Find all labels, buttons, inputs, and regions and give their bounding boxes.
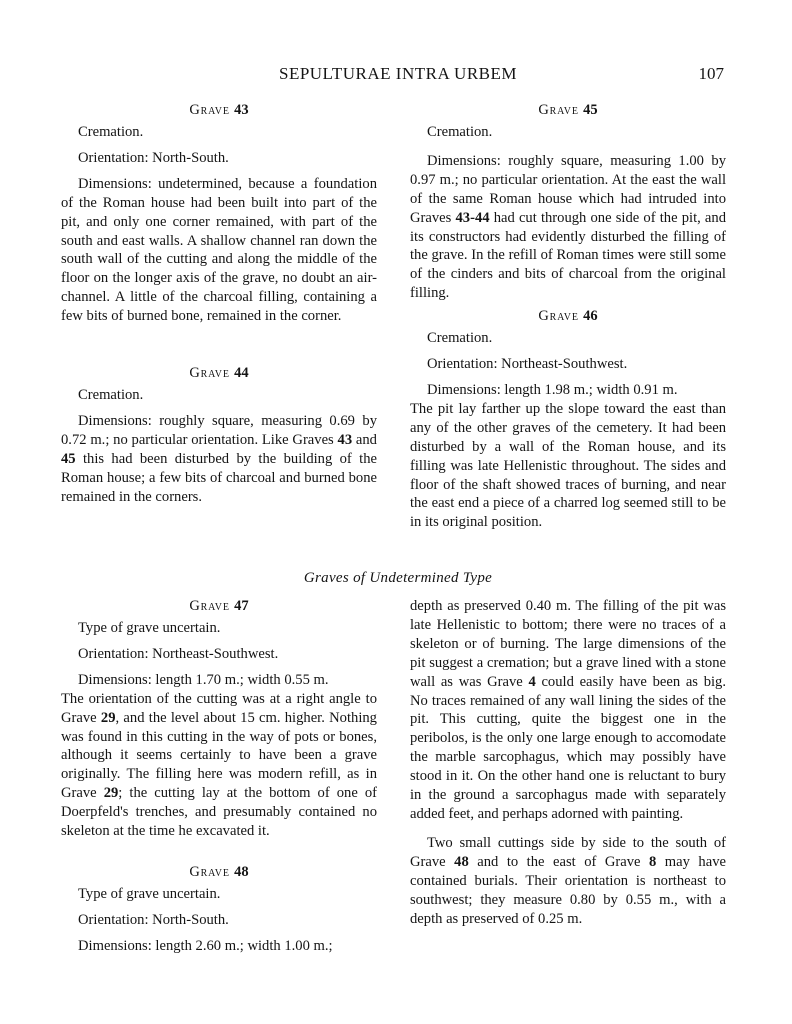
grave-45-type: Cremation. [427,124,493,140]
grave-46-dimensions: Dimensions: length 1.98 m.; width 0.91 m. [427,381,678,398]
grave-number: 43 [234,102,249,118]
page-header [60,64,736,86]
grave-47-dimensions: Dimensions: length 1.70 m.; width 0.55 m. [78,671,329,688]
grave-48-entry [61,863,377,956]
grave-heading-label: Grave [189,365,230,382]
grave-48-type: Type of grave uncertain. [78,885,221,902]
grave-43-dimensions: Dimensions: undetermined, because a foundation of the Roman house had been built into part of the pit, and only one corner remained, with part of the south and east walls. A shallow channel ran down the south wall of the cutting and along the middle of the floor on the longer axis of the grave, no doubt an air-channel. A little of the charcoal filling, containing a few bits of burned bone, remained in the corner. [61,175,377,325]
section-heading: Graves of Undetermined Type [303,570,493,586]
page-number: 107 [698,64,724,83]
grave-44-entry [61,364,377,506]
grave-46-heading [410,307,726,325]
text-run: Dimensions: roughly square, measuring 1.00 by 0.97 m.; no particular orientation. At the east the wall of the same Roman house which had intruded into Graves [410,152,726,226]
grave-44-type: Cremation. [78,387,144,404]
text-run: The orientation of the cutting was at a right angle to Grave [61,690,377,726]
continuation-paragraph-1 [410,597,726,824]
grave-heading-label: Grave [538,308,579,325]
grave-46-type: Cremation. [427,330,493,347]
grave-48-heading [61,863,377,881]
grave-ref: 45 [61,450,76,467]
lower-left-column [61,597,377,956]
text-run: Two small cuttings side by side to the south of Grave [410,834,726,870]
grave-ref: 43 [337,431,353,448]
grave-43-orientation: Orientation: North-South. [78,149,229,166]
grave-47-orientation: Orientation: Northeast-Southwest. [78,645,279,662]
text-run: and [352,431,377,448]
grave-ref: 48 [454,853,469,870]
text-run: could easily have been as big. No traces remained of any wall lining the sides of the pit. This cutting, quite the biggest one in the peribolos, is the only one large enough to accomodate the marble sarcophagus, which may possibly have stood in it. On the other hand one is reluctant to bury in the ground a sarcophagus made with separately added feet, and perhaps adorned with painting. [410,673,726,822]
grave-heading-label: Grave [189,102,230,118]
grave-45-dimensions [410,152,726,303]
text-run: ; the cutting lay at the bottom of one of Doerpfeld's trenches, and presumably contained no skeleton at the time he excavated it. [61,785,377,840]
grave-43-type: Cremation. [78,124,144,140]
text-run: depth as preserved 0.40 m. The filling of the pit was late Hellenistic to bottom; there were no traces of a skeleton or of burning. The large dimensions of the pit suggest a cremation; but a grave lined with a stone wall as was Grave [410,598,726,690]
grave-number: 44 [234,365,249,382]
grave-ref: 43-44 [455,209,490,226]
grave-heading-label: Grave [189,863,230,880]
grave-48-dimensions: Dimensions: length 2.60 m.; width 1.00 m.; [78,937,333,954]
running-title: SEPULTURAE INTRA URBEM [278,64,517,83]
grave-43-heading [61,101,377,119]
grave-43-entry [61,101,377,326]
grave-number: 45 [583,102,598,118]
grave-number: 46 [583,308,598,325]
text-run: , and the level about 15 cm. higher. Nothing was found in this cutting in the way of pots or bones, although it seems certainly to have been a grave originally. The filling here was modern refill, as in Grave [61,709,377,802]
grave-45-heading [410,101,726,119]
grave-47-heading [61,597,377,615]
grave-48-orientation: Orientation: North-South. [78,911,229,928]
grave-number: 48 [234,863,249,880]
grave-ref: 29 [103,785,119,802]
grave-ref: 8 [649,853,657,870]
upper-left-column [61,101,377,507]
grave-number: 47 [234,598,249,614]
text-run: Dimensions: roughly square, measuring 0.69 by 0.72 m.; no particular orientation. Like Graves [61,412,377,448]
grave-heading-label: Grave [538,102,579,118]
grave-ref: 4 [528,673,536,690]
grave-47-description [61,690,377,841]
text-run: this had been disturbed by the building of the Roman house; a few bits of charcoal and burned bone remained in the corners. [61,450,377,505]
text-run: may have contained burials. Their orientation is northeast to southwest; they measure 0.80 by 0.55 m., with a depth as preserved of 0.25 m. [410,853,726,927]
grave-46-orientation: Orientation: Northeast-Southwest. [427,356,628,373]
grave-ref: 29 [100,709,116,726]
grave-44-heading [61,364,377,382]
grave-47-entry [61,597,377,841]
grave-heading-label: Grave [189,598,230,614]
grave-46-entry [410,307,726,532]
lower-right-column [410,597,726,928]
upper-right-column [410,101,726,532]
grave-45-entry [410,101,726,303]
grave-47-type: Type of grave uncertain. [78,620,221,636]
continuation-paragraph-2 [410,834,726,929]
grave-46-description: The pit lay farther up the slope toward the east than any of the other graves of the cemetery. It had been disturbed by a wall of the Roman house, and its filling was late Hellenistic throughout. The sides and floor of the shaft showed traces of burning, and near the east end a piece of a charred log seemed still to be in its original position. [410,400,726,531]
text-run: and to the east of Grave [468,853,649,870]
text-run: had cut through one side of the pit, and its constructors had evidently disturbed the filling of the grave. In the refill of Roman times were still some of the cinders and bits of charcoal from the original filling. [410,209,727,302]
grave-44-dimensions [61,412,377,507]
